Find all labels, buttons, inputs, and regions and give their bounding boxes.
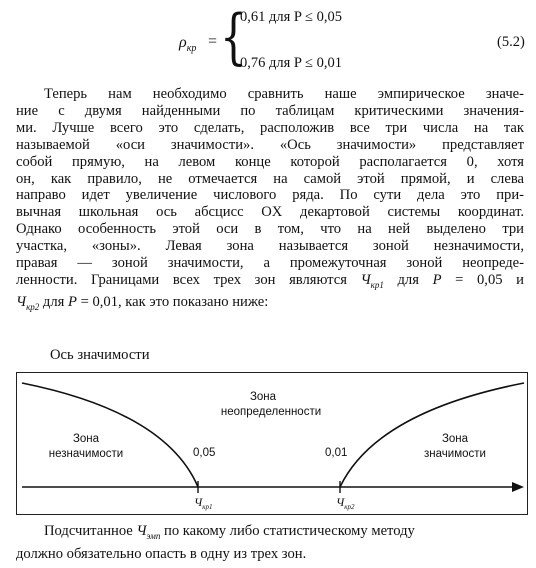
- paragraph-line: Однако особенность этой оси в том, что на ней выделено три: [16, 221, 524, 238]
- equation-block: [0, 0, 536, 85]
- right-boundary-curve: [340, 383, 524, 487]
- tick-kr2-label: [336, 495, 355, 511]
- value-right-label: 0,01: [325, 447, 348, 459]
- ch-subscript: кр1: [370, 279, 384, 290]
- paragraph-line: собой прямую, на левом конце которой располагается 0, хотя: [16, 153, 524, 170]
- text-fragment: для: [383, 271, 433, 288]
- equation-case-1: 0,61 для P ≤ 0,05: [240, 9, 343, 25]
- text-fragment: = 0,01, как это показано ниже:: [76, 293, 269, 310]
- tick-kr1-label: [194, 495, 213, 511]
- paragraph-line: ми. Лучше всего это сделать, расположив все три числа на так: [16, 119, 524, 136]
- footer-line-2: должно обязательно опасть в одну из трех зон.: [16, 545, 307, 562]
- text-fragment: Подсчитанное: [44, 523, 137, 539]
- paragraph-line-with-symbols: [16, 272, 524, 294]
- paragraph-line: он, как правило, не отмечается на самой этой прямой, и слева: [16, 170, 524, 187]
- tick-kr2-sub: кр2: [344, 503, 355, 511]
- paragraph-line: Теперь нам необходимо сравнить наше эмпирическое значе-: [44, 86, 524, 102]
- ch-symbol: Ч: [16, 293, 27, 310]
- text-fragment: = 0,05 и: [441, 271, 524, 288]
- ch-symbol: Ч: [136, 523, 147, 539]
- p-symbol: P: [68, 293, 77, 310]
- footer-paragraph: [16, 522, 524, 563]
- ch-subscript: кр2: [26, 301, 40, 312]
- equation-number: (5.2): [497, 34, 525, 50]
- tick-kr1-main: Ч: [194, 495, 203, 509]
- paragraph-line: правая — зоной значимости, а промежуточная зоной неопреде-: [16, 255, 524, 272]
- equation-lhs: [179, 34, 196, 54]
- ch-symbol: Ч: [360, 271, 371, 288]
- paragraph-line-with-symbols: [16, 294, 524, 316]
- paragraph-line: вычная школьная ось абсцисс OX декартовой системы координат.: [16, 204, 524, 221]
- text-fragment: для: [39, 293, 68, 310]
- zone-middle-label-2: неопределенности: [220, 406, 322, 418]
- zone-right-label-2: значимости: [424, 448, 486, 460]
- paragraph-line: ние с двумя найденными по таблицам критическими значения-: [16, 102, 524, 119]
- paragraph-line: участка, «зоны». Левая зона называется зоной незначимости,: [16, 238, 524, 255]
- paragraph-line: называемой «оси значимости». «Ось значимости» представляет: [16, 136, 524, 153]
- equals-sign: =: [208, 33, 218, 50]
- axis-arrowhead-icon: [512, 482, 524, 492]
- significance-axis-diagram: [16, 372, 528, 515]
- text-fragment: ленности. Границами всех трех зон являются: [16, 271, 361, 288]
- zone-left-label-1: Зона: [72, 433, 100, 445]
- rho-subscript: кр: [186, 43, 197, 55]
- equation-case-2: 0,76 для P ≤ 0,01: [240, 55, 343, 71]
- body-paragraph: [16, 86, 524, 316]
- paragraph-line: направо идет увеличение числового ряда. По сути дела это при-: [16, 187, 524, 204]
- p-symbol: P: [432, 271, 442, 288]
- zone-left-label-2: незначимости: [48, 448, 124, 460]
- tick-kr1-sub: кр1: [202, 503, 213, 511]
- rho-symbol: ρ: [179, 34, 187, 51]
- tick-kr2-main: Ч: [336, 495, 345, 509]
- left-boundary-curve: [22, 383, 198, 487]
- axis-caption: Ось значимости: [50, 347, 150, 363]
- footer-line-1: [16, 522, 524, 545]
- ch-subscript: эмп: [146, 530, 161, 541]
- curly-brace-icon: {: [220, 2, 247, 72]
- zone-middle-label-1: Зона: [249, 391, 277, 403]
- text-fragment: по какому либо статистическому методу: [160, 523, 415, 539]
- value-left-label: 0,05: [193, 447, 216, 459]
- zone-right-label-1: Зона: [441, 433, 469, 445]
